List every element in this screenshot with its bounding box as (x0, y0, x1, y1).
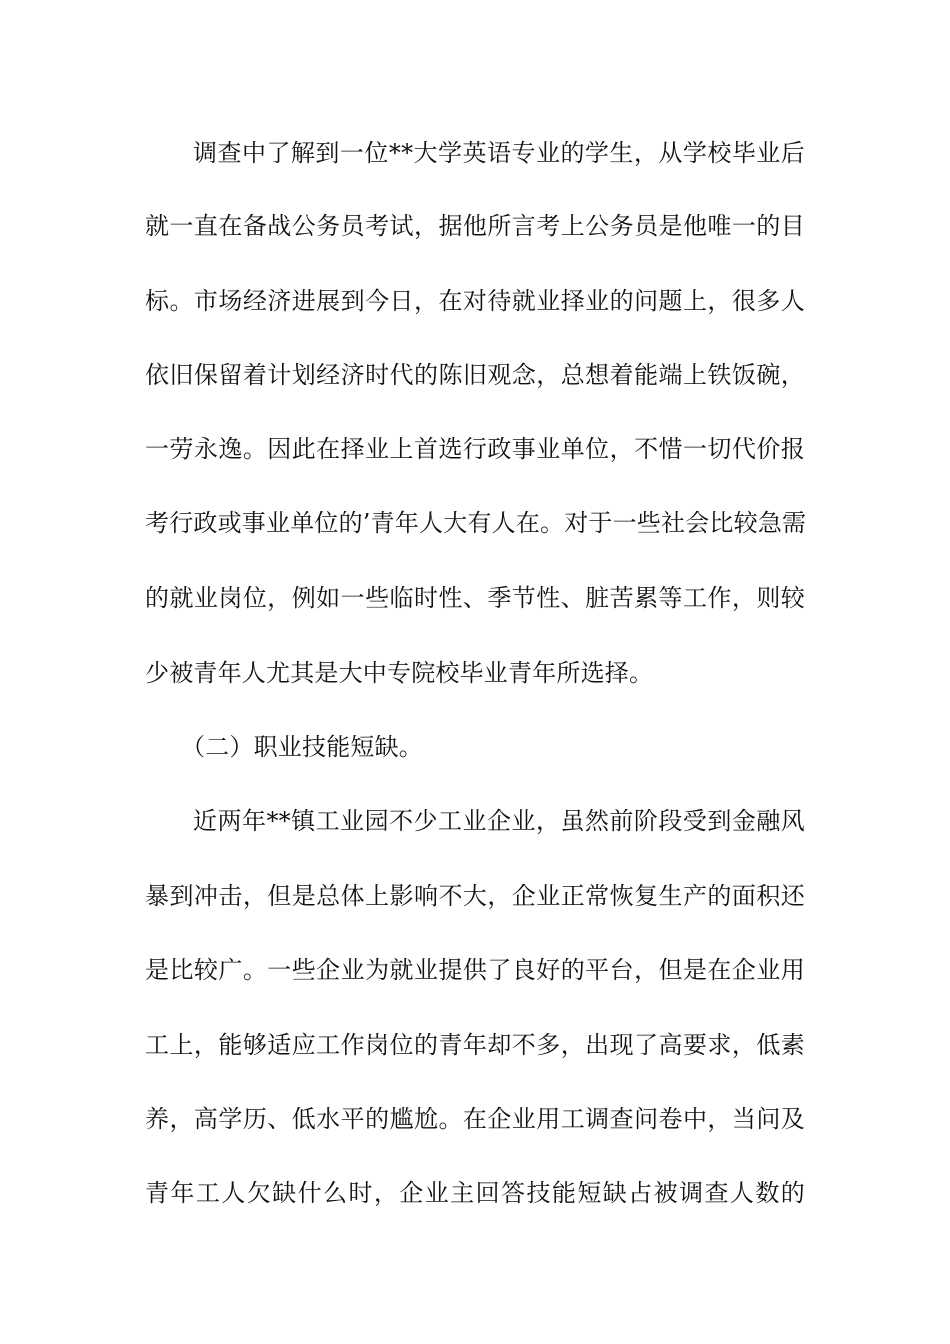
text-line: 一劳永逸。因此在择业上首选行政事业单位，不惜一切代价报 (145, 435, 805, 463)
text-line: 考行政或事业单位的’青年人大有人在。对于一些社会比较急需 (145, 509, 807, 537)
text-line: 的就业岗位，例如一些临时性、季节性、脏苦累等工作，则较 (145, 584, 805, 612)
text-line: 依旧保留着计划经济时代的陈旧观念，总想着能端上铁饭碗， (145, 361, 805, 389)
text-line: 就一直在备战公务员考试，据他所言考上公务员是他唯一的目 (145, 212, 805, 240)
text-line: 少被青年人尤其是大中专院校毕业青年所选择。 (145, 659, 654, 687)
text-line: 青年工人欠缺什么时，企业主回答技能短缺占被调查人数的 (145, 1179, 805, 1207)
section-heading: （二）职业技能短缺。 (181, 733, 423, 761)
text-line: 养，高学历、低水平的尴尬。在企业用工调查问卷中，当问及 (145, 1105, 805, 1133)
text-line: 是比较广。一些企业为就业提供了良好的平台，但是在企业用 (145, 956, 805, 984)
text-line: 标。市场经济进展到今日，在对待就业择业的问题上，很多人 (145, 287, 805, 315)
text-line: 近两年**镇工业园不少工业企业，虽然前阶段受到金融风 (193, 807, 805, 835)
text-line: 暴到冲击，但是总体上影响不大，企业正常恢复生产的面积还 (145, 882, 805, 910)
text-line: 调查中了解到一位**大学英语专业的学生，从学校毕业后 (193, 139, 805, 167)
text-line: 工上，能够适应工作岗位的青年却不多，出现了高要求，低素 (145, 1031, 805, 1059)
